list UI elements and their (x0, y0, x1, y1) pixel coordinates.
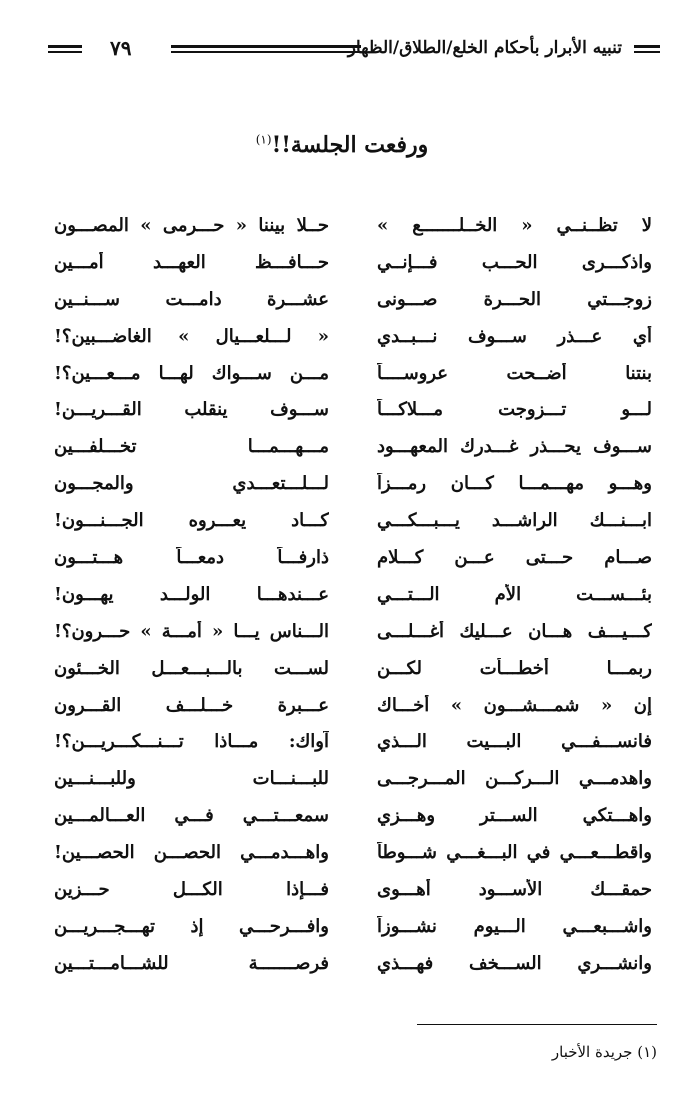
verse-second-hemistich: مـــن ســـواك لهـــا مـــعـــين؟! (54, 362, 329, 384)
header-rule-right-thin (634, 51, 660, 53)
verse-first-hemistich: ســـوف يحـــذر غـــدرك المعهـــود (377, 436, 652, 458)
verse-first-hemistich: حمقـــك الأســـود أهـــوى (377, 878, 652, 900)
verse-second-hemistich: « لـــلعـــيال » الغاضـــبين؟! (54, 325, 329, 347)
header-rule-left (48, 45, 82, 48)
verse-second-hemistich: للبـــنـــات وللبـــنـــين (54, 768, 329, 790)
poem-body (54, 207, 652, 982)
verse-first-hemistich: واهـــتكي الســـتر وهـــزي (377, 805, 652, 827)
verse-first-hemistich: واقطـــعـــي في البـــغـــي شـــوطاً (377, 842, 652, 864)
verse-second-hemistich: عـــندهـــا الولـــد يهـــون! (54, 583, 329, 605)
verse-line (54, 576, 652, 613)
verse-first-hemistich: بئـــســـت الأم الـــتـــي (377, 583, 652, 605)
verse-first-hemistich: ربمـــا أخطـــأت لكـــن (377, 657, 652, 679)
verse-first-hemistich: كـــيـــف هـــان عـــليك أغـــلـــى (377, 620, 652, 642)
verse-line (54, 650, 652, 687)
verse-second-hemistich: سمعـــتـــي فـــي العـــالمـــين (54, 805, 329, 827)
verse-line (54, 391, 652, 428)
verse-line (54, 908, 652, 945)
verse-line (54, 207, 652, 244)
verse-second-hemistich: حـــافـــظ العهـــد أمـــين (54, 251, 329, 273)
verse-first-hemistich: واشـــبعـــي الـــيوم نشـــوزاً (377, 915, 652, 937)
verse-line (54, 244, 652, 281)
verse-second-hemistich: مـــهـــمـــا تخـــلفـــين (54, 436, 329, 458)
verse-first-hemistich: واذكـــرى الحـــب فـــإنــي (377, 251, 652, 273)
verse-first-hemistich: زوجـــتي الحـــرة صـــونى (377, 288, 652, 310)
verse-second-hemistich: حــلا بيننا « حـــرمى » المصـــون (54, 214, 329, 236)
header-rule-middle-thin (171, 51, 361, 53)
verse-line (54, 723, 652, 760)
verse-second-hemistich: آواك: مـــاذا تـــنـــكـــريـــن؟! (54, 731, 329, 753)
verse-line (54, 428, 652, 465)
poem-title (0, 132, 684, 158)
verse-second-hemistich: عـــبرة خـــلـــف القـــرون (54, 694, 329, 716)
verse-line (54, 539, 652, 576)
verse-second-hemistich: الـــناس يـــا « أمـــة » حـــرون؟! (54, 620, 329, 642)
verse-second-hemistich: عشـــرة دامـــت ســـنــين (54, 288, 329, 310)
page-number: ٧٩ (110, 36, 132, 60)
footnote-marker: (١) (637, 1043, 657, 1061)
verse-second-hemistich: ســـوف ينقلب القـــريـــن! (54, 399, 329, 421)
verse-line (54, 760, 652, 797)
verse-line (54, 687, 652, 724)
verse-first-hemistich: إن « شمـــشـــون » أخـــاك (377, 694, 652, 716)
verse-second-hemistich: لـــلـــتعـــدي والمجـــون (54, 473, 329, 495)
verse-line (54, 797, 652, 834)
verse-line (54, 355, 652, 392)
verse-line (54, 613, 652, 650)
verse-first-hemistich: بنتنا أضــحت عروســــاً (377, 362, 652, 384)
verse-second-hemistich: ذارفـــاً دمعـــاً هـــتـــون (54, 546, 329, 568)
verse-second-hemistich: فرصـــــــة للشـــامـــتـــين (54, 952, 329, 974)
verse-second-hemistich: فـــإذا الكـــل حـــزين (54, 878, 329, 900)
header-rule-middle (171, 45, 361, 48)
verse-first-hemistich: وانشـــري الســـخف فهـــذي (377, 952, 652, 974)
poem-title-text: ورفعت الجلسة!! (271, 132, 429, 158)
verse-first-hemistich: لا تظــنــي « الخــلـــــــع » (377, 214, 652, 236)
verse-second-hemistich: لســـت بالـــبـــعـــل الخـــئون (54, 657, 329, 679)
running-head (48, 36, 660, 62)
verse-line (54, 465, 652, 502)
verse-line (54, 945, 652, 982)
verse-first-hemistich: أي عـــذر ســـوف نـــبــدي (377, 325, 652, 347)
header-rule-right (634, 45, 660, 48)
verse-second-hemistich: واهـــدمـــي الحصـــن الحصـــين! (54, 842, 329, 864)
verse-first-hemistich: لـــو تـــزوجت مـــلاكـــاً (377, 399, 652, 421)
verse-first-hemistich: ابـــنـــك الراشـــد يـــبـــكـــي (377, 510, 652, 532)
footnote-reference: (١) (255, 132, 272, 147)
footnote-divider (417, 1024, 657, 1025)
verse-first-hemistich: وهـــو مهـــمـــا كـــان رمـــزاً (377, 473, 652, 495)
verse-second-hemistich: كـــاد يعـــروه الجـــنـــون! (54, 510, 329, 532)
verse-line (54, 281, 652, 318)
footnote-text: جريدة الأخبار (551, 1043, 633, 1061)
verse-line (54, 834, 652, 871)
verse-line (54, 318, 652, 355)
verse-first-hemistich: واهدمـــي الـــركـــن المـــرجـــى (377, 768, 652, 790)
running-head-title: تنبيه الأبرار بأحكام الخلع/الطلاق/الظهار (347, 38, 622, 58)
verse-line (54, 871, 652, 908)
footnote (552, 1043, 657, 1061)
verse-first-hemistich: فانســـفـــي البـــيت الـــذي (377, 731, 652, 753)
verse-first-hemistich: صـــام حـــتى عـــن كـــلام (377, 546, 652, 568)
verse-line (54, 502, 652, 539)
verse-second-hemistich: وافـــرحـــي إذ تهـــجـــريـــن (54, 915, 329, 937)
header-rule-left-thin (48, 51, 82, 53)
